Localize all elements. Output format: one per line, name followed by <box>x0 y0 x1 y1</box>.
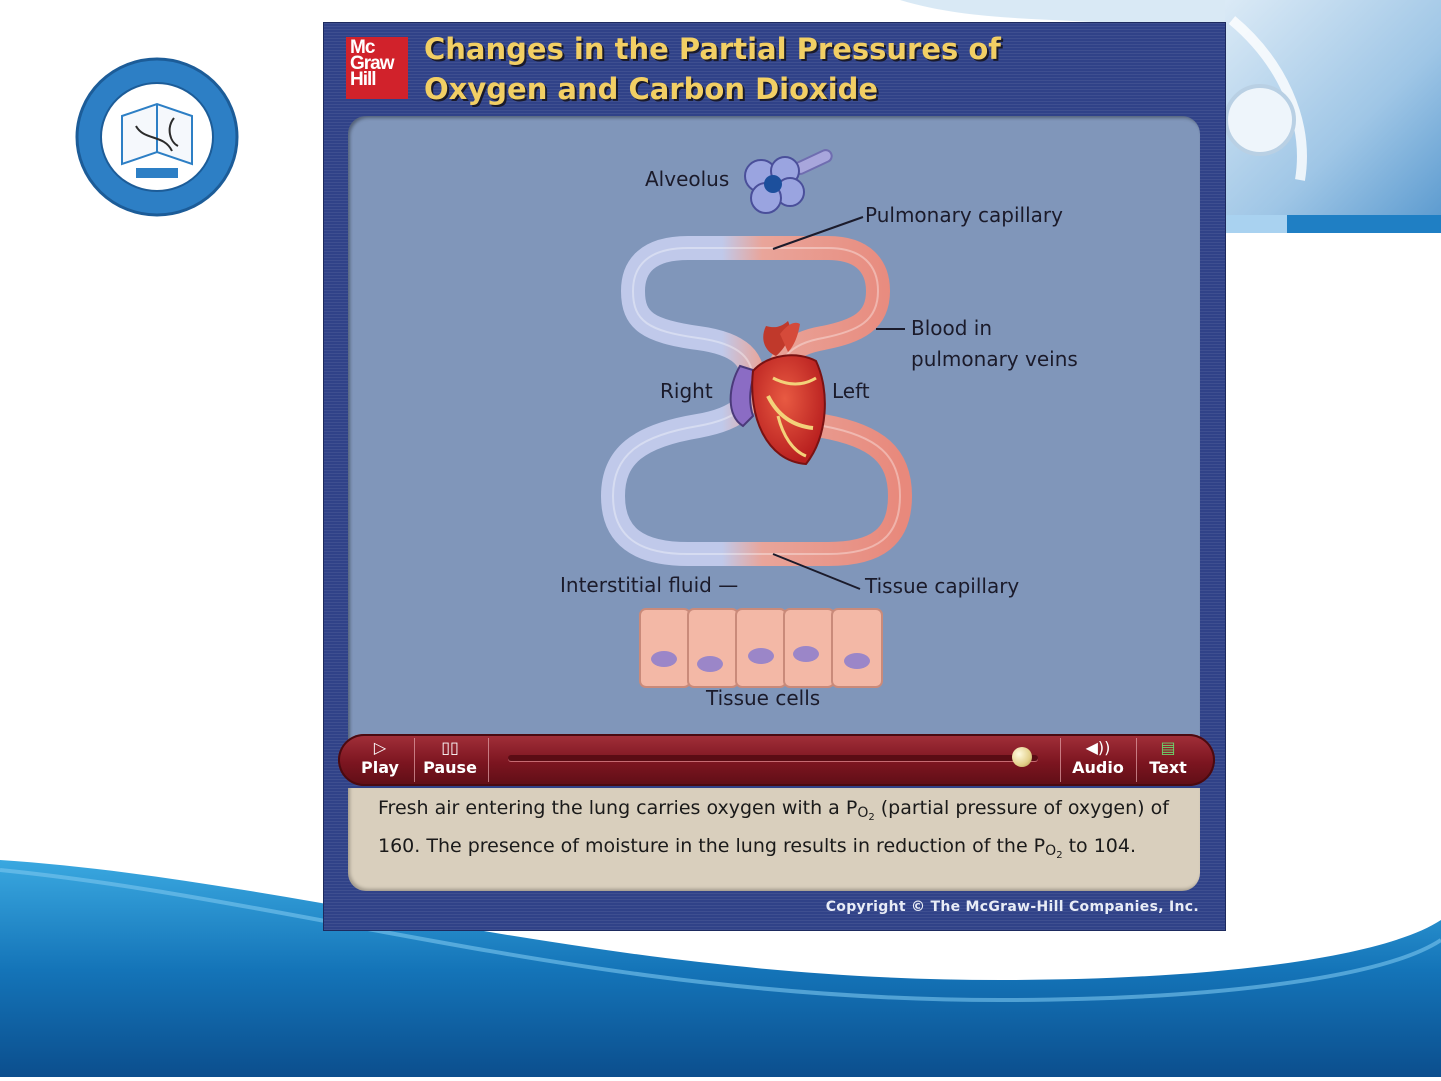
brand-line-2: Graw <box>350 53 394 74</box>
bottom-white-line <box>0 1077 1441 1081</box>
circulation-diagram <box>348 116 1200 751</box>
playback-controls <box>338 734 1215 786</box>
label-blood-in: Blood in <box>911 316 993 340</box>
label-tissue-capillary: Tissue capillary <box>865 574 1020 598</box>
brand-line-1: Mc <box>350 37 375 58</box>
caption-sub-2: 2 <box>1056 850 1063 861</box>
progress-track[interactable] <box>508 755 1038 761</box>
label-pulmonary-capillary: Pulmonary capillary <box>865 203 1063 227</box>
pause-button[interactable] <box>422 738 478 782</box>
mcgraw-hill-logo <box>346 37 408 99</box>
controls-divider <box>414 738 415 782</box>
caption-subscript <box>1045 843 1062 859</box>
animation-player <box>324 23 1225 930</box>
caption-text <box>378 794 1188 870</box>
pause-label: Pause <box>423 758 477 777</box>
title-line-2: Oxygen and Carbon Dioxide <box>424 72 879 106</box>
caption-sub-o: O <box>1045 843 1057 859</box>
document-icon: ▤ <box>1160 738 1176 757</box>
label-interstitial-fluid: Interstitial fluid — <box>560 573 739 597</box>
player-title <box>424 29 1124 109</box>
label-right: Right <box>660 379 713 403</box>
controls-divider <box>1136 738 1137 782</box>
label-pulmonary-veins: pulmonary veins <box>911 347 1078 371</box>
narration-caption <box>348 788 1200 891</box>
caption-sub-o: O <box>857 805 869 821</box>
caption-part-2: (partial pressure of oxygen) of 160. The presence of moisture in the lung results in reduction of the P <box>378 797 1169 857</box>
label-tissue-cells: Tissue cells <box>706 686 821 710</box>
corner-bar-light <box>1225 215 1287 233</box>
title-line-1: Changes in the Partial Pressures of <box>424 32 1001 66</box>
pause-icon: ▯▯ <box>441 738 459 757</box>
alveolus-illustration <box>745 148 834 213</box>
caption-sub-2: 2 <box>868 812 875 823</box>
university-logo <box>74 56 240 218</box>
tissue-cells-illustration <box>640 609 882 687</box>
controls-divider <box>488 738 489 782</box>
text-button[interactable] <box>1144 738 1192 782</box>
speaker-icon: ◀)) <box>1085 738 1111 757</box>
stethoscope-chestpiece <box>1226 86 1294 154</box>
play-label: Play <box>361 758 399 777</box>
audio-label: Audio <box>1072 758 1124 777</box>
label-alveolus: Alveolus <box>645 167 730 191</box>
progress-slider-knob[interactable] <box>1012 747 1032 767</box>
text-label: Text <box>1149 758 1187 777</box>
caption-subscript <box>857 805 874 821</box>
play-button[interactable] <box>356 738 404 782</box>
copyright-notice: Copyright © The McGraw-Hill Companies, Inc. <box>825 899 1199 915</box>
label-left: Left <box>832 379 870 403</box>
corner-bar-dark <box>1287 215 1441 233</box>
caption-part-1: Fresh air entering the lung carries oxygen with a P <box>378 797 858 819</box>
audio-button[interactable] <box>1068 738 1128 782</box>
controls-divider <box>1060 738 1061 782</box>
caption-part-3: to 104. <box>1062 835 1137 857</box>
animation-stage <box>348 116 1200 751</box>
play-icon: ▷ <box>373 738 387 757</box>
brand-line-3: Hill <box>350 69 376 90</box>
